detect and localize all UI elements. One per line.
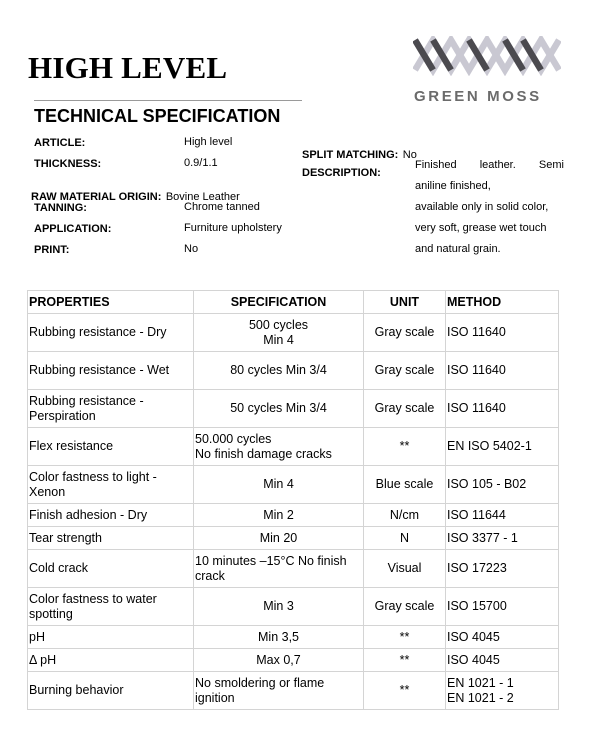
method-cell-line: ISO 11644 <box>447 507 506 522</box>
table-row <box>28 550 559 588</box>
unit-cell-line: Gray scale <box>374 599 435 614</box>
property-cell-line: Tear strength <box>29 530 102 545</box>
specification-cell <box>194 626 364 649</box>
method-cell <box>446 550 559 588</box>
method-cell <box>446 314 559 352</box>
property-cell <box>28 428 194 466</box>
property-cell <box>28 314 194 352</box>
method-cell <box>446 504 559 527</box>
property-cell <box>28 390 194 428</box>
table-row <box>28 649 559 672</box>
method-cell-line: EN ISO 5402-1 <box>447 439 532 454</box>
specification-cell-line: Max 0,7 <box>256 652 301 667</box>
property-cell <box>28 352 194 390</box>
unit-cell-line: ** <box>399 652 410 667</box>
table-row <box>28 390 559 428</box>
table-row <box>28 352 559 390</box>
table-row <box>28 428 559 466</box>
property-cell-line: spotting <box>29 606 73 621</box>
application-value: Furniture upholstery <box>184 222 282 234</box>
method-cell <box>446 626 559 649</box>
specification-cell <box>194 504 364 527</box>
header-properties: PROPERTIES <box>28 291 194 314</box>
specification-cell-line: 50 cycles Min 3/4 <box>230 401 327 416</box>
specification-cell <box>194 466 364 504</box>
property-cell-line: Color fastness to water <box>29 592 157 606</box>
method-cell-line: ISO 17223 <box>447 561 507 576</box>
green-moss-logo-icon <box>413 36 561 76</box>
method-cell-line: ISO 3377 - 1 <box>447 530 518 545</box>
table-row <box>28 626 559 649</box>
specification-cell <box>194 588 364 626</box>
property-cell <box>28 588 194 626</box>
unit-cell-line: Blue scale <box>375 477 434 492</box>
property-cell-line: Rubbing resistance - Dry <box>29 325 167 340</box>
description-line: aniline finished, <box>415 180 491 192</box>
table-row <box>28 527 559 550</box>
method-cell-line: ISO 4045 <box>447 629 500 644</box>
specification-cell-line: 10 minutes –15°C No finish <box>195 554 347 568</box>
property-cell <box>28 466 194 504</box>
unit-cell <box>364 527 446 550</box>
method-cell-line: ISO 15700 <box>447 599 507 614</box>
property-cell <box>28 626 194 649</box>
thickness-value: 0.9/1.1 <box>184 157 218 169</box>
method-cell <box>446 672 559 710</box>
specification-cell-line: 50.000 cycles <box>195 432 272 446</box>
method-cell-line: ISO 11640 <box>447 363 506 378</box>
property-cell-line: Δ pH <box>29 652 57 667</box>
application-label: APPLICATION: <box>34 223 112 235</box>
document-title: HIGH LEVEL <box>28 50 228 85</box>
specification-cell <box>194 352 364 390</box>
property-cell-line: Burning behavior <box>29 683 124 698</box>
thickness-label: THICKNESS: <box>34 158 102 170</box>
table-row <box>28 314 559 352</box>
table-row <box>28 504 559 527</box>
method-cell-line: ISO 11640 <box>447 325 506 340</box>
unit-cell <box>364 466 446 504</box>
description-label: DESCRIPTION: <box>302 167 381 179</box>
print-value: No <box>184 243 199 255</box>
unit-cell-line: Visual <box>387 561 422 576</box>
specification-cell-line: No finish damage cracks <box>195 446 332 461</box>
header-unit: UNIT <box>364 291 446 314</box>
property-cell-line: pH <box>29 629 45 644</box>
property-cell <box>28 527 194 550</box>
method-cell <box>446 527 559 550</box>
description-line: and natural grain. <box>415 243 501 255</box>
method-cell <box>446 649 559 672</box>
brand-name: GREEN MOSS <box>414 88 542 105</box>
property-cell-line: Finish adhesion - Dry <box>29 507 148 522</box>
description-line: very soft, grease wet touch <box>415 222 547 234</box>
method-cell <box>446 352 559 390</box>
unit-cell-line: N/cm <box>389 507 420 522</box>
specification-cell <box>194 672 364 710</box>
property-cell <box>28 550 194 588</box>
header-method: METHOD <box>446 291 559 314</box>
unit-cell-line: Gray scale <box>374 401 435 416</box>
specification-cell-line: 500 cycles <box>248 318 309 332</box>
method-cell-line: ISO 11640 <box>447 401 506 416</box>
unit-cell-line: ** <box>399 629 410 644</box>
specification-cell <box>194 390 364 428</box>
specification-cell-line: Min 4 <box>263 477 294 492</box>
unit-cell <box>364 626 446 649</box>
table-body <box>28 314 559 710</box>
header-specification: SPECIFICATION <box>194 291 364 314</box>
property-cell <box>28 672 194 710</box>
unit-cell-line: ** <box>399 683 410 698</box>
property-cell-line: Color fastness to light - <box>29 470 157 484</box>
property-cell <box>28 649 194 672</box>
method-cell-line: EN 1021 - 2 <box>447 690 514 705</box>
property-cell-line: Rubbing resistance - <box>29 394 144 408</box>
specification-cell-line: Min 4 <box>263 332 294 347</box>
unit-cell <box>364 588 446 626</box>
print-label: PRINT: <box>34 244 70 256</box>
specification-cell-line: Min 3,5 <box>258 629 299 644</box>
article-label: ARTICLE: <box>34 137 86 149</box>
property-cell-line: Perspiration <box>29 408 96 423</box>
specification-cell <box>194 314 364 352</box>
unit-cell <box>364 672 446 710</box>
method-cell <box>446 466 559 504</box>
property-cell-line: Xenon <box>29 484 66 499</box>
method-cell-line: EN 1021 - 1 <box>447 676 514 690</box>
unit-cell <box>364 550 446 588</box>
method-cell-line: ISO 4045 <box>447 652 500 667</box>
method-cell <box>446 428 559 466</box>
raw-material-label: RAW MATERIAL ORIGIN: <box>31 191 162 203</box>
specification-cell <box>194 550 364 588</box>
split-matching-line <box>302 145 417 163</box>
specification-cell-line: Min 2 <box>263 507 294 522</box>
method-cell <box>446 390 559 428</box>
specification-cell-line: 80 cycles Min 3/4 <box>230 363 327 378</box>
tanning-label: TANNING: <box>34 202 87 214</box>
unit-cell-line: ** <box>399 439 410 454</box>
unit-cell <box>364 649 446 672</box>
property-cell <box>28 504 194 527</box>
unit-cell-line: Gray scale <box>374 325 435 340</box>
description-line: available only in solid color, <box>415 201 549 213</box>
table-row <box>28 588 559 626</box>
document-subtitle: TECHNICAL SPECIFICATION <box>34 106 281 126</box>
unit-cell <box>364 390 446 428</box>
specification-cell-line: crack <box>195 568 225 583</box>
tanning-value: Chrome tanned <box>184 201 260 213</box>
method-cell <box>446 588 559 626</box>
property-cell-line: Flex resistance <box>29 439 114 454</box>
specification-cell-line: No smoldering or flame <box>195 676 325 690</box>
table-row <box>28 672 559 710</box>
title-divider <box>34 100 302 101</box>
property-cell-line: Rubbing resistance - Wet <box>29 363 170 378</box>
unit-cell <box>364 352 446 390</box>
unit-cell <box>364 428 446 466</box>
raw-material-value: Bovine Leather <box>165 191 240 203</box>
specification-cell <box>194 527 364 550</box>
unit-cell <box>364 314 446 352</box>
property-cell-line: Cold crack <box>29 561 89 576</box>
specification-cell-line: Min 20 <box>259 530 298 545</box>
method-cell-line: ISO 105 - B02 <box>447 477 527 492</box>
split-matching-value: No <box>402 149 417 161</box>
description-line: Finished leather. Semi <box>415 159 564 171</box>
split-matching-label: SPLIT MATCHING: <box>302 149 399 161</box>
unit-cell-line: N <box>399 530 410 545</box>
specification-cell <box>194 428 364 466</box>
specification-table <box>27 290 559 710</box>
table-header-row <box>28 291 559 314</box>
unit-cell <box>364 504 446 527</box>
specification-cell-line: ignition <box>195 690 235 705</box>
specification-cell <box>194 649 364 672</box>
unit-cell-line: Gray scale <box>374 363 435 378</box>
specification-cell-line: Min 3 <box>263 599 294 614</box>
article-value: High level <box>184 136 233 148</box>
table-row <box>28 466 559 504</box>
